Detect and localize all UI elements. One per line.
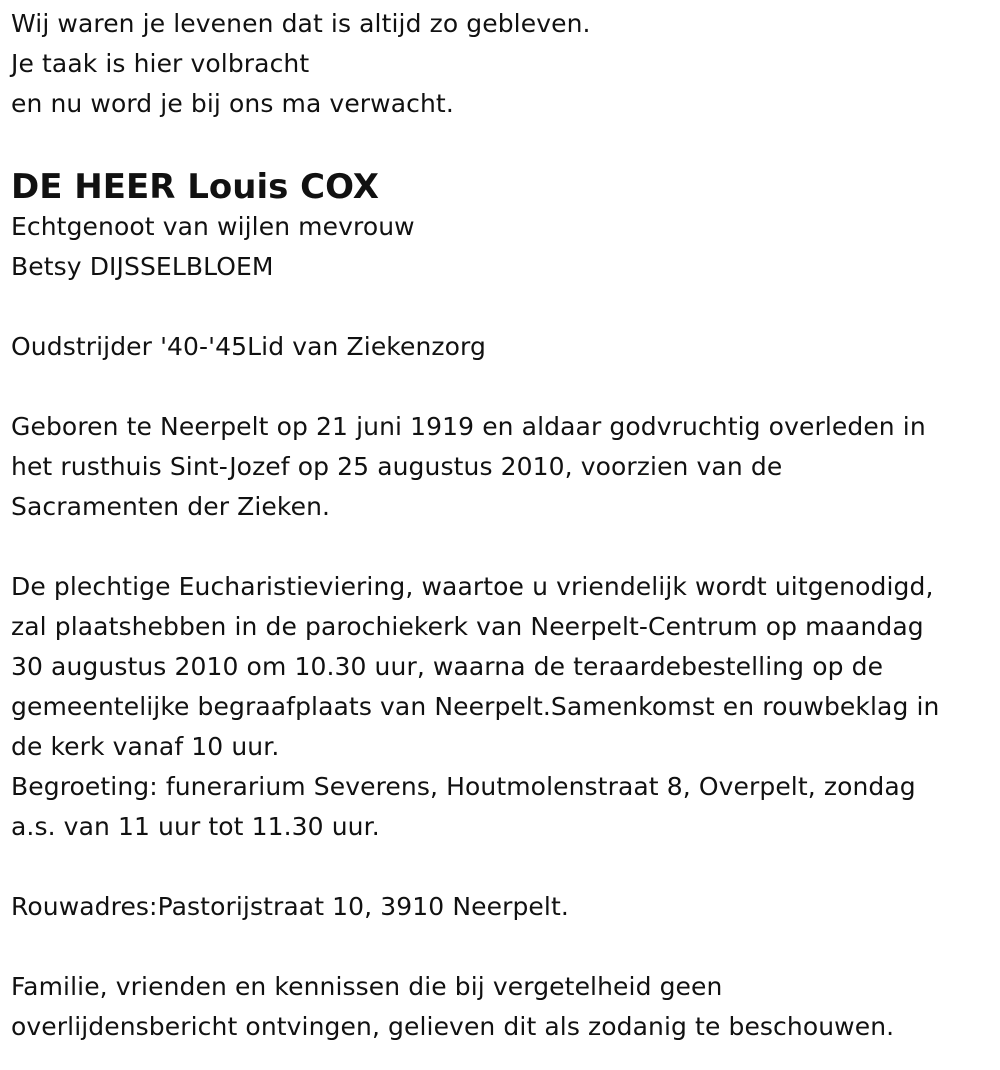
deceased-name: DE HEER Louis COX xyxy=(11,167,380,207)
ceremony-info xyxy=(11,567,996,767)
ceremony-line: zal plaatshebben in de parochiekerk van Neerpelt-Centrum op maandag xyxy=(11,612,924,641)
family-notice xyxy=(11,967,996,1047)
ceremony-line: 30 augustus 2010 om 10.30 uur, waarna de teraardebestelling op de xyxy=(11,652,884,681)
spouse-info xyxy=(11,207,996,287)
birth-line: Geboren te Neerpelt op 21 juni 1919 en aldaar godvruchtig overleden in xyxy=(11,412,926,441)
spouse-line: Betsy DIJSSELBLOEM xyxy=(11,252,274,281)
death-notice xyxy=(11,4,996,1047)
mourning-address: Rouwadres:Pastorijstraat 10, 3910 Neerpelt. xyxy=(11,892,569,921)
poem xyxy=(11,4,996,124)
greeting-line: a.s. van 11 uur tot 11.30 uur. xyxy=(11,812,380,841)
birth-line: het rusthuis Sint-Jozef op 25 augustus 2010, voorzien van de xyxy=(11,452,783,481)
spouse-line: Echtgenoot van wijlen mevrouw xyxy=(11,212,415,241)
notice-line: overlijdensbericht ontvingen, gelieven dit als zodanig te beschouwen. xyxy=(11,1012,895,1041)
notice-line: Familie, vrienden en kennissen die bij vergetelheid geen xyxy=(11,972,723,1001)
poem-line: en nu word je bij ons ma verwacht. xyxy=(11,89,454,118)
greeting-line: Begroeting: funerarium Severens, Houtmolenstraat 8, Overpelt, zondag xyxy=(11,772,916,801)
ceremony-line: De plechtige Eucharistieviering, waartoe u vriendelijk wordt uitgenodigd, xyxy=(11,572,934,601)
poem-line: Je taak is hier volbracht xyxy=(11,49,310,78)
address-section xyxy=(11,887,996,927)
birth-death-info xyxy=(11,407,996,527)
titles-line: Oudstrijder '40-'45Lid van Ziekenzorg xyxy=(11,332,486,361)
titles-section xyxy=(11,327,996,367)
ceremony-line: de kerk vanaf 10 uur. xyxy=(11,732,280,761)
greeting-info xyxy=(11,767,996,847)
birth-line: Sacramenten der Zieken. xyxy=(11,492,331,521)
ceremony-line: gemeentelijke begraafplaats van Neerpelt.Samenkomst en rouwbeklag in xyxy=(11,692,940,721)
poem-line: Wij waren je levenen dat is altijd zo gebleven. xyxy=(11,9,591,38)
